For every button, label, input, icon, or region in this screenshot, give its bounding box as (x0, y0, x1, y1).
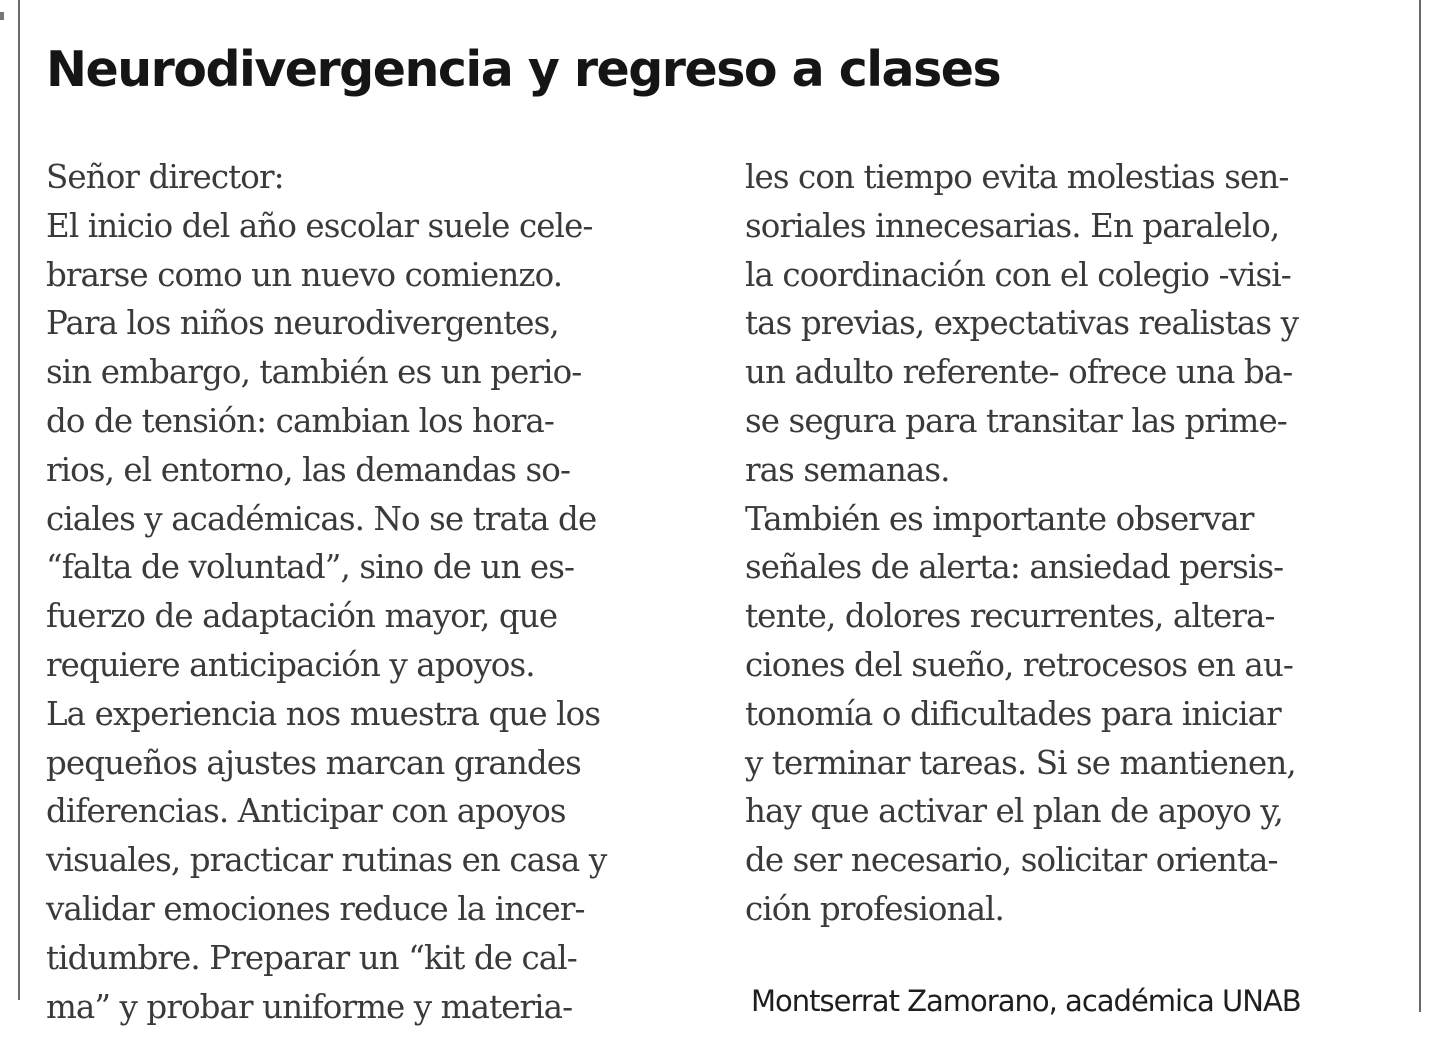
text-line: do de tensión: cambian los hora- (46, 401, 554, 440)
text-line: brarse como un nuevo comienzo. (46, 255, 563, 294)
article-column-right (745, 153, 1395, 934)
text-line: un adulto referente- ofrece una ba- (745, 353, 1293, 392)
text-line: tente, dolores recurrentes, altera- (745, 597, 1275, 636)
text-line: La experiencia nos muestra que los (46, 694, 601, 733)
text-line: También es importante observar (745, 499, 1254, 538)
text-line: El inicio del año escolar suele cele- (46, 206, 593, 245)
edge-mark (0, 12, 4, 20)
text-line: ciales y académicas. No se trata de (46, 499, 597, 538)
text-line: pequeños ajustes marcan grandes (46, 743, 581, 782)
article-column-left (46, 153, 696, 1031)
text-line: validar emociones reduce la incer- (46, 889, 585, 928)
text-line: diferencias. Anticipar con apoyos (46, 792, 566, 831)
author-signature: Montserrat Zamorano, académica UNAB (751, 984, 1301, 1018)
text-line: y terminar tareas. Si se mantienen, (745, 743, 1296, 782)
text-line: señales de alerta: ansiedad persis- (745, 548, 1284, 587)
text-line: se segura para transitar las prime- (745, 401, 1287, 440)
text-line: Señor director: (46, 158, 284, 196)
text-line: tidumbre. Preparar un “kit de cal- (46, 938, 577, 977)
text-line: rios, el entorno, las demandas so- (46, 450, 571, 489)
column-rule-right (1419, 0, 1421, 1012)
text-line: Para los niños neurodivergentes, (46, 304, 559, 343)
column-rule-left (18, 0, 20, 1000)
text-line: fuerzo de adaptación mayor, que (46, 597, 558, 636)
text-line: ciones del sueño, retrocesos en au- (745, 645, 1294, 684)
text-line: tonomía o dificultades para iniciar (745, 694, 1281, 733)
text-line: sin embargo, también es un perio- (46, 353, 582, 392)
text-line: ma” y probar uniforme y materia- (46, 987, 573, 1026)
text-line: les con tiempo evita molestias sen- (745, 158, 1289, 196)
text-line: soriales innecesarias. En paralelo, (745, 206, 1280, 245)
text-line: visuales, practicar rutinas en casa y (46, 841, 607, 880)
text-line: de ser necesario, solicitar orienta- (745, 841, 1278, 880)
text-line: ras semanas. (745, 450, 950, 489)
text-line: tas previas, expectativas realistas y (745, 304, 1299, 343)
text-line: “falta de voluntad”, sino de un es- (46, 548, 575, 587)
text-line: requiere anticipación y apoyos. (46, 645, 535, 684)
text-line: ción profesional. (745, 889, 1004, 928)
text-line: la coordinación con el colegio -visi- (745, 255, 1291, 294)
text-line: hay que activar el plan de apoyo y, (745, 792, 1283, 831)
article-headline: Neurodivergencia y regreso a clases (46, 41, 1001, 98)
